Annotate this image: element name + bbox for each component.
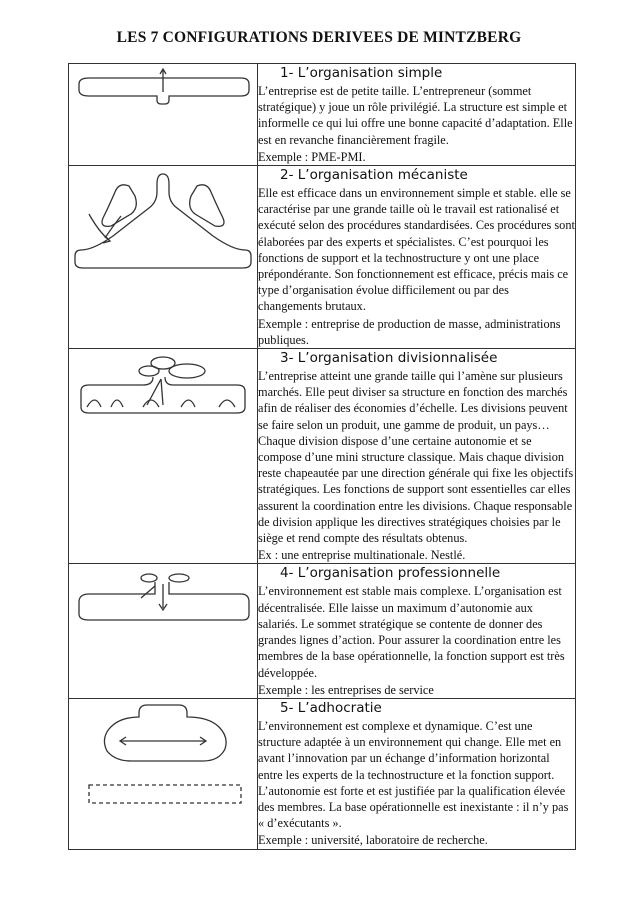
diagram-cell <box>69 564 258 698</box>
text-cell <box>258 166 576 349</box>
configuration-row <box>69 64 576 166</box>
diagram-cell <box>69 64 258 166</box>
configuration-example: Exemple : entreprise de production de masse, administrations publiques. <box>258 316 561 347</box>
divisional-structure-diagram-icon <box>69 349 257 561</box>
configuration-description: L’environnement est stable mais complexe. L’organisation est décentralisée. Elle laisse un maximum d’autonomie aux salariés. Le sommet stratégique se contente de donner des grandes lignes d’action. Pour assurer la coordination entre les membres de la base opérationnelle, la fonction support est très développée. <box>258 584 565 680</box>
text-cell <box>258 64 576 166</box>
configuration-description: Elle est efficace dans un environnement simple et stable. elle se caractérise par une grande taille où le travail est rationalisé et exécuté selon des procédures standardisées. Ces procédures sont élaborées par des experts et spécialistes. C’est pourquoi les fonctions de support et la technostructure y ont une place prépondérante. Son fonctionnement est efficace, précis mais ce type d’organisation évolue difficilement ou par des changements brutaux. <box>258 186 575 314</box>
simple-structure-diagram-icon <box>69 64 257 159</box>
text-cell <box>258 564 576 698</box>
configuration-heading: 2- L’organisation mécaniste <box>280 167 468 184</box>
configuration-heading: 5- L’adhocratie <box>280 699 382 716</box>
configuration-heading: 3- L’organisation divisionnalisée <box>280 350 498 367</box>
professional-bureaucracy-diagram-icon <box>69 564 257 686</box>
configuration-example: Exemple : PME-PMI. <box>258 149 366 164</box>
configuration-description: L’entreprise est de petite taille. L’entrepreneur (sommet stratégique) y joue un rôle privilégié. La structure est simple et informelle ce qui lui offre une bonne capacité d’adaptation. Elle est en revanche financièrement fragile. <box>258 84 573 147</box>
configuration-description: L’environnement est complexe et dynamique. C’est une structure adaptée à un environnement qui change. Elle met en avant l’innovation par un échange d’information horizontal entre les experts de la technostructure et la fonction support. L’autonomie est forte et est justifiée par la qualification élevée des membres. La base opérationnelle est inexistante : il n’y pas « d’exécutants ». <box>258 718 569 831</box>
configuration-example: Exemple : université, laboratoire de recherche. <box>258 833 488 848</box>
adhocracy-diagram-icon <box>69 699 257 841</box>
document-title: LES 7 CONFIGURATIONS DERIVEES DE MINTZBERG <box>116 29 522 46</box>
configuration-row <box>69 349 576 564</box>
configurations-table <box>68 63 576 850</box>
diagram-cell <box>69 349 258 564</box>
configuration-row <box>69 698 576 849</box>
text-cell <box>258 349 576 564</box>
diagram-cell <box>69 698 258 849</box>
text-cell <box>258 698 576 849</box>
configuration-example: Exemple : les entreprises de service <box>258 682 434 697</box>
machine-bureaucracy-diagram-icon <box>69 166 257 334</box>
configuration-row <box>69 166 576 349</box>
configuration-heading: 4- L’organisation professionnelle <box>280 565 501 582</box>
configuration-heading: 1- L’organisation simple <box>280 65 443 81</box>
configuration-row <box>69 564 576 698</box>
configuration-description: L’entreprise atteint une grande taille qui l’amène sur plusieurs marchés. Elle peut diviser sa structure en fonction des marchés afin de réaliser des économies d’échelle. Les divisions peuvent se faire selon un produit, une gamme de produit, un pays… Chaque division dispose d’une certaine autonomie et se compose d’une mini structure classique. Mais chaque division reste chapeautée par une direction générale qui fixe les objectifs stratégiques. Les fonctions de support sont essentielles car elles assurent la coordination entre les divisions. Chaque responsable de division applique les directives stratégiques choisies par le siège et rend compte des résultats obtenus. <box>258 369 574 546</box>
diagram-cell <box>69 166 258 349</box>
configuration-example: Ex : une entreprise multinationale. Nestlé. <box>258 548 466 563</box>
